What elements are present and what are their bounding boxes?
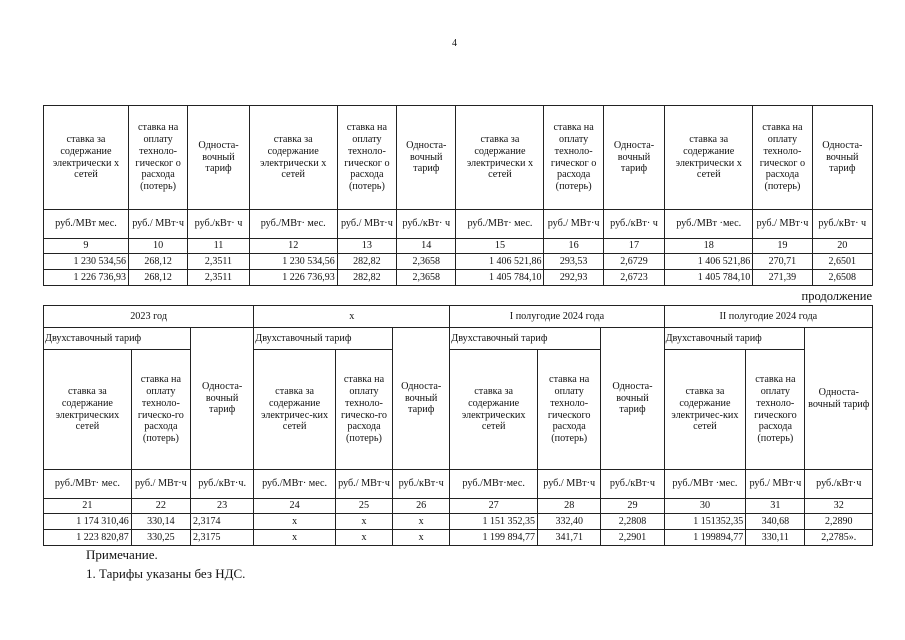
header-cell: Односта-вочный тариф <box>601 328 664 470</box>
table-cell: 1 230 534,56 <box>249 254 337 270</box>
table-cell: 1 199 894,77 <box>450 530 538 546</box>
header-cell: Односта-вочный тариф <box>190 328 253 470</box>
unit-cell: руб./МВт· мес. <box>249 210 337 239</box>
unit-cell: руб./кВт·ч <box>601 470 664 499</box>
table-cell: 292,93 <box>544 270 603 286</box>
table-row <box>44 514 873 530</box>
note-item: 1. Тарифы указаны без НДС. <box>86 566 246 581</box>
header-cell: Односта-вочный тариф <box>805 328 873 470</box>
column-number: 27 <box>450 499 538 514</box>
unit-cell: руб./ МВт·ч <box>544 210 603 239</box>
table-cell: 2,2785». <box>805 530 873 546</box>
unit-cell: руб./МВт ·мес. <box>665 210 753 239</box>
column-number: 18 <box>665 239 753 254</box>
column-number-row <box>44 239 873 254</box>
units-row <box>44 210 873 239</box>
column-number: 11 <box>188 239 249 254</box>
period-header: II полугодие 2024 года <box>664 306 872 328</box>
table-cell: 270,71 <box>753 254 812 270</box>
header-cell: ставка на оплату техноло-гическо-го расхода (потерь) <box>335 350 392 470</box>
unit-cell: руб./ МВт·ч <box>131 470 190 499</box>
column-number: 30 <box>664 499 746 514</box>
tariff-table-top <box>43 105 873 286</box>
unit-cell: руб./ МВт·ч <box>337 210 396 239</box>
column-number: 14 <box>397 239 456 254</box>
table-cell: 2,6729 <box>603 254 664 270</box>
header-row <box>44 350 873 470</box>
table-cell: 271,39 <box>753 270 812 286</box>
column-number: 26 <box>393 499 450 514</box>
table-cell: х <box>254 514 336 530</box>
table-cell: х <box>393 530 450 546</box>
unit-cell: руб./ МВт·ч <box>753 210 812 239</box>
header-cell: Односта-вочный тариф <box>397 106 456 210</box>
table-cell: 2,6508 <box>812 270 872 286</box>
header-cell: ставка за содержание электрически х сетей <box>665 106 753 210</box>
table-cell: 341,71 <box>538 530 601 546</box>
two-rate-label: Двухставочный тариф <box>450 328 601 350</box>
column-number: 15 <box>456 239 544 254</box>
column-number: 10 <box>128 239 187 254</box>
table-cell: х <box>254 530 336 546</box>
period-header: 2023 год <box>44 306 254 328</box>
table-cell: 2,3175 <box>190 530 253 546</box>
header-cell: Односта-вочный тариф <box>812 106 872 210</box>
table-cell: 1 151 352,35 <box>450 514 538 530</box>
header-cell: ставка за содержание электричес-ких сетей <box>664 350 746 470</box>
header-cell: ставка за содержание электрически х сетей <box>456 106 544 210</box>
table-cell: 340,68 <box>746 514 805 530</box>
header-cell: ставка за содержание электричес-ких сетей <box>254 350 336 470</box>
tariff-table-bottom <box>43 305 873 546</box>
table-cell: 1 174 310,46 <box>44 514 132 530</box>
table-row <box>44 530 873 546</box>
column-number: 25 <box>335 499 392 514</box>
table-cell: 330,25 <box>131 530 190 546</box>
note-title: Примечание. <box>86 547 158 562</box>
two-rate-row <box>44 328 873 350</box>
table-row <box>44 254 873 270</box>
period-header: х <box>254 306 450 328</box>
column-number: 20 <box>812 239 872 254</box>
unit-cell: руб./МВт·мес. <box>450 470 538 499</box>
table-cell: 268,12 <box>128 270 187 286</box>
table-cell: 1 405 784,10 <box>456 270 544 286</box>
header-cell: ставка на оплату техноло-гическо-го расхода (потерь) <box>131 350 190 470</box>
continuation-label: продолжение <box>801 289 872 303</box>
unit-cell: руб./кВт·ч <box>393 470 450 499</box>
table-cell: 1 226 736,93 <box>249 270 337 286</box>
unit-cell: руб./ МВт·ч <box>538 470 601 499</box>
unit-cell: руб./кВт·ч <box>805 470 873 499</box>
table-cell: 2,3511 <box>188 254 249 270</box>
unit-cell: руб./МВт· мес. <box>456 210 544 239</box>
column-number-row <box>44 499 873 514</box>
table-cell: 2,3658 <box>397 270 456 286</box>
table-cell: 332,40 <box>538 514 601 530</box>
table-cell: 2,6501 <box>812 254 872 270</box>
unit-cell: руб./ МВт·ч <box>128 210 187 239</box>
table-cell: 1 151352,35 <box>664 514 746 530</box>
table-cell: 1 223 820,87 <box>44 530 132 546</box>
column-number: 31 <box>746 499 805 514</box>
table-cell: х <box>335 514 392 530</box>
unit-cell: руб./кВт· ч <box>188 210 249 239</box>
column-number: 16 <box>544 239 603 254</box>
unit-cell: руб./кВт· ч <box>397 210 456 239</box>
column-number: 24 <box>254 499 336 514</box>
column-number: 19 <box>753 239 812 254</box>
period-row <box>44 306 873 328</box>
table-cell: 1 406 521,86 <box>456 254 544 270</box>
table-cell: 330,11 <box>746 530 805 546</box>
table-cell: 2,3511 <box>188 270 249 286</box>
table-cell: 1 226 736,93 <box>44 270 129 286</box>
table-cell: 2,2808 <box>601 514 664 530</box>
column-number: 12 <box>249 239 337 254</box>
column-number: 29 <box>601 499 664 514</box>
table-cell: 2,2901 <box>601 530 664 546</box>
unit-cell: руб./кВт·ч. <box>190 470 253 499</box>
table-cell: 2,6723 <box>603 270 664 286</box>
column-number: 21 <box>44 499 132 514</box>
column-number: 22 <box>131 499 190 514</box>
table-cell: 2,3174 <box>190 514 253 530</box>
unit-cell: руб./МВт· мес. <box>254 470 336 499</box>
table-cell: х <box>393 514 450 530</box>
units-row <box>44 470 873 499</box>
column-number: 28 <box>538 499 601 514</box>
header-cell: ставка на оплату техноло-гического расхода (потерь) <box>538 350 601 470</box>
period-header: I полугодие 2024 года <box>450 306 664 328</box>
header-cell: Односта-вочный тариф <box>393 328 450 470</box>
table-cell: 1 405 784,10 <box>665 270 753 286</box>
column-number: 13 <box>337 239 396 254</box>
column-number: 32 <box>805 499 873 514</box>
two-rate-label: Двухставочный тариф <box>254 328 393 350</box>
header-row <box>44 106 873 210</box>
table-row <box>44 270 873 286</box>
table-cell: х <box>335 530 392 546</box>
unit-cell: руб./кВт· ч <box>603 210 664 239</box>
unit-cell: руб./ МВт·ч <box>335 470 392 499</box>
two-rate-label: Двухставочный тариф <box>44 328 191 350</box>
table-cell: 282,82 <box>337 254 396 270</box>
table-cell: 1 406 521,86 <box>665 254 753 270</box>
two-rate-label: Двухставочный тариф <box>664 328 805 350</box>
unit-cell: руб./МВт ·мес. <box>664 470 746 499</box>
table-cell: 293,53 <box>544 254 603 270</box>
header-cell: ставка на оплату техноло-гического расхода (потерь) <box>746 350 805 470</box>
header-cell: ставка за содержание электрически х сетей <box>44 106 129 210</box>
column-number: 23 <box>190 499 253 514</box>
header-cell: ставка на оплату техноло-гическог о расхода (потерь) <box>337 106 396 210</box>
header-cell: ставка за содержание электрических сетей <box>450 350 538 470</box>
header-cell: ставка за содержание электрических сетей <box>44 350 132 470</box>
table-cell: 1 199894,77 <box>664 530 746 546</box>
header-cell: Односта-вочный тариф <box>188 106 249 210</box>
unit-cell: руб./кВт· ч <box>812 210 872 239</box>
header-cell: ставка на оплату техноло-гическог о расхода (потерь) <box>128 106 187 210</box>
column-number: 9 <box>44 239 129 254</box>
table-cell: 282,82 <box>337 270 396 286</box>
header-cell: Односта-вочный тариф <box>603 106 664 210</box>
unit-cell: руб./МВт мес. <box>44 210 129 239</box>
header-cell: ставка на оплату техноло-гическог о расхода (потерь) <box>544 106 603 210</box>
table-cell: 2,3658 <box>397 254 456 270</box>
page-number: 4 <box>452 38 457 49</box>
table-cell: 268,12 <box>128 254 187 270</box>
header-cell: ставка за содержание электрически х сетей <box>249 106 337 210</box>
table-cell: 330,14 <box>131 514 190 530</box>
unit-cell: руб./ МВт·ч <box>746 470 805 499</box>
unit-cell: руб./МВт· мес. <box>44 470 132 499</box>
header-cell: ставка на оплату техноло-гическог о расхода (потерь) <box>753 106 812 210</box>
table-cell: 1 230 534,56 <box>44 254 129 270</box>
column-number: 17 <box>603 239 664 254</box>
table-cell: 2,2890 <box>805 514 873 530</box>
